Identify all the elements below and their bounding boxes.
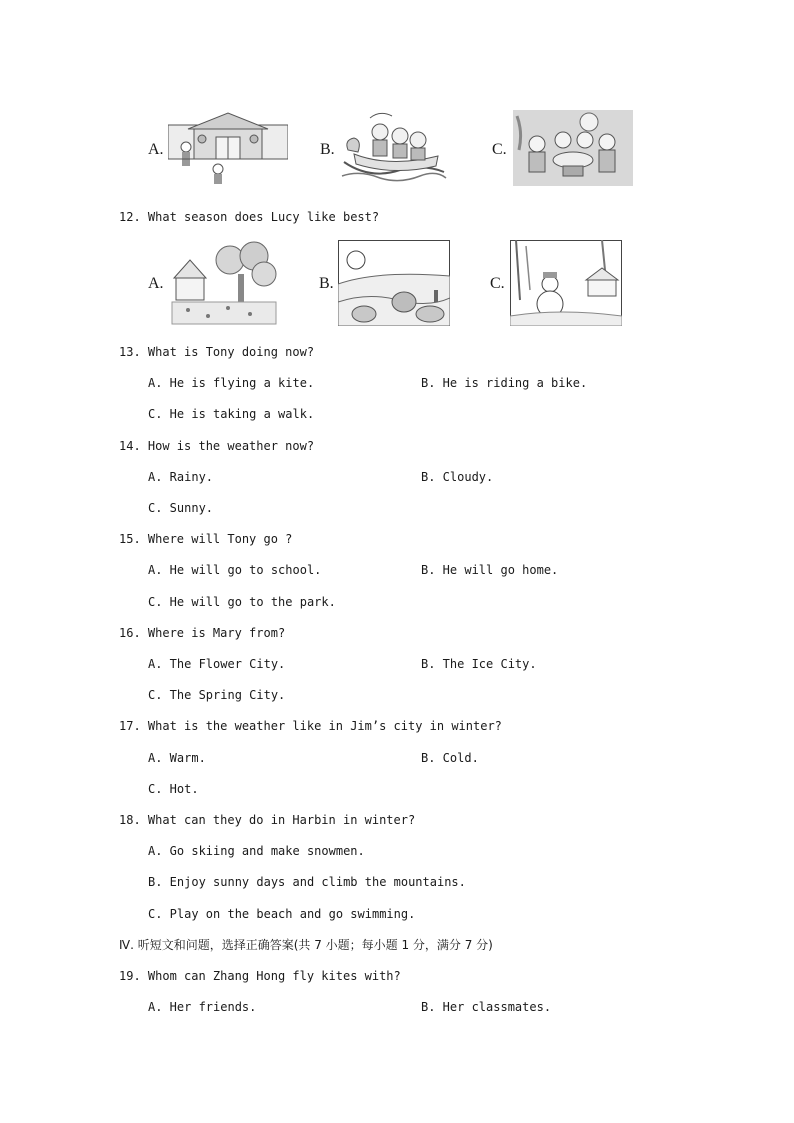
q16-option-b[interactable]: B. The Ice City.	[421, 657, 537, 671]
q13-option-c[interactable]: C. He is taking a walk.	[148, 407, 315, 421]
q19-option-a[interactable]: A. Her friends.	[148, 1000, 257, 1014]
q12-picture-summer	[338, 240, 450, 326]
q12-picture-winter	[510, 240, 622, 326]
q18-option-b[interactable]: B. Enjoy sunny days and climb the mountains.	[148, 875, 466, 889]
q17-option-c[interactable]: C. Hot.	[148, 782, 199, 796]
q13-option-a[interactable]: A. He is flying a kite.	[148, 376, 315, 390]
q14-option-c[interactable]: C. Sunny.	[148, 501, 214, 515]
row1-option-c-label: C.	[492, 141, 507, 158]
row1-option-a-label: A.	[148, 141, 164, 158]
question-12: 12. What season does Lucy like best?	[119, 210, 380, 224]
q13-option-b[interactable]: B. He is riding a bike.	[421, 376, 588, 390]
q17-option-a[interactable]: A. Warm.	[148, 751, 206, 765]
q16-option-c[interactable]: C. The Spring City.	[148, 688, 286, 702]
q18-option-a[interactable]: A. Go skiing and make snowmen.	[148, 844, 365, 858]
q12-option-a-label: A.	[148, 275, 164, 292]
question-18: 18. What can they do in Harbin in winter?	[119, 813, 416, 827]
question-14: 14. How is the weather now?	[119, 439, 315, 453]
question-16: 16. Where is Mary from?	[119, 626, 286, 640]
q12-option-c-label: C.	[490, 275, 505, 292]
question-17: 17. What is the weather like in Jim’s city in winter?	[119, 719, 502, 733]
q15-option-a[interactable]: A. He will go to school.	[148, 563, 322, 577]
q18-option-c[interactable]: C. Play on the beach and go swimming.	[148, 907, 416, 921]
question-19: 19. Whom can Zhang Hong fly kites with?	[119, 969, 401, 983]
row1-picture-temple-festival	[168, 111, 288, 186]
question-15: 15. Where will Tony go ?	[119, 532, 293, 546]
q12-picture-autumn	[168, 238, 280, 326]
row1-option-b-label: B.	[320, 141, 335, 158]
row1-picture-mid-autumn-family	[513, 110, 633, 186]
q14-option-a[interactable]: A. Rainy.	[148, 470, 214, 484]
q19-option-b[interactable]: B. Her classmates.	[421, 1000, 552, 1014]
q16-option-a[interactable]: A. The Flower City.	[148, 657, 286, 671]
question-13: 13. What is Tony doing now?	[119, 345, 315, 359]
q15-option-c[interactable]: C. He will go to the park.	[148, 595, 336, 609]
row1-picture-dragon-boat	[340, 110, 448, 186]
q15-option-b[interactable]: B. He will go home.	[421, 563, 559, 577]
q14-option-b[interactable]: B. Cloudy.	[421, 470, 494, 484]
q12-option-b-label: B.	[319, 275, 334, 292]
section-4-heading: Ⅳ. 听短文和问题，选择正确答案(共 7 小题；每小题 1 分，满分 7 分)	[119, 938, 493, 952]
q17-option-b[interactable]: B. Cold.	[421, 751, 479, 765]
